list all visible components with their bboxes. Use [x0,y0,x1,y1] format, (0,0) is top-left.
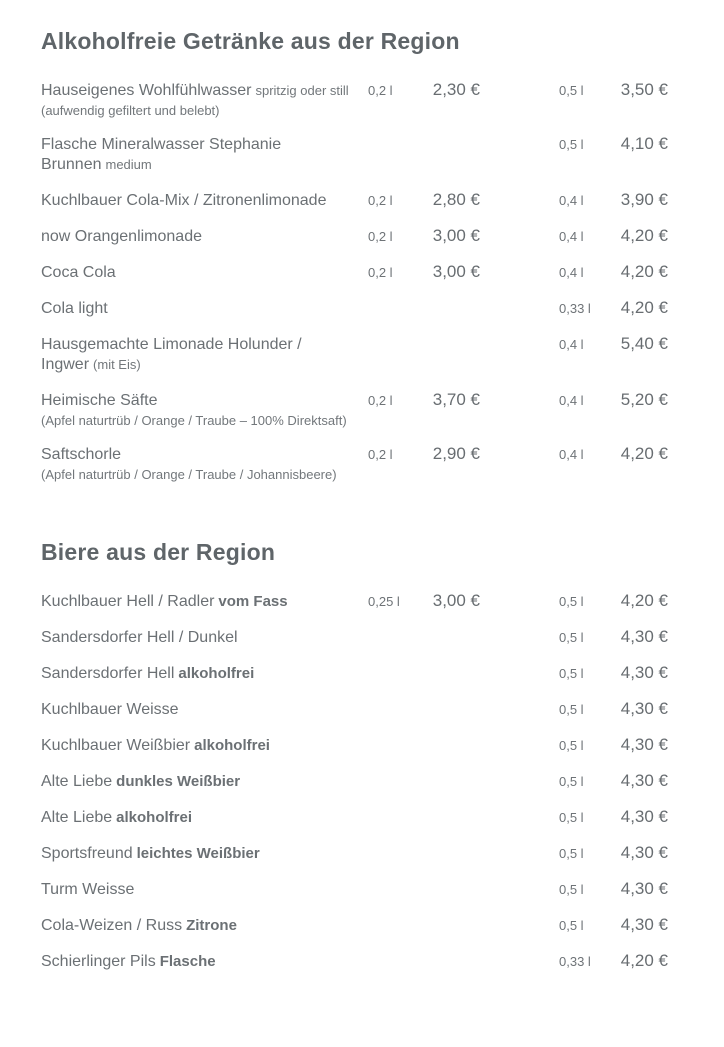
item-name-cell [41,808,368,828]
item-variant: Zitrone [186,917,237,934]
menu-item [41,262,668,283]
item-size-small: 0,2 l [368,193,393,208]
menu-item [41,915,668,936]
item-description: (Apfel naturtrüb / Orange / Traube / Johannisbeere) [41,467,337,482]
item-size-large: 0,5 l [559,702,584,717]
item-price-large: 4,30 € [620,843,668,862]
item-name: Sandersdorfer Hell [41,665,175,682]
item-name-cell [41,700,368,720]
item-price-large: 4,20 € [620,262,668,281]
item-price-large: 4,10 € [620,134,668,153]
item-name: Alte Liebe [41,773,113,790]
item-size-large: 0,4 l [559,447,584,462]
item-size-large: 0,5 l [559,83,584,98]
item-price-large: 4,30 € [620,915,668,934]
menu-item [41,951,668,972]
menu-item [41,444,668,483]
menu-item [41,390,668,429]
item-name: Sandersdorfer Hell / Dunkel [41,629,238,646]
item-name-cell [41,299,368,319]
item-price-large: 5,20 € [620,390,668,409]
menu-item [41,80,668,119]
item-size-large: 0,5 l [559,630,584,645]
item-variant: alkoholfrei [194,737,270,754]
item-size-large: 0,5 l [559,666,584,681]
item-name: Kuchlbauer Weisse [41,701,179,718]
item-name-cell [41,263,368,283]
item-name: Hauseigenes Wohlfühlwasser [41,82,252,99]
item-name-cell [41,335,368,375]
menu-item [41,843,668,864]
item-price-large: 4,30 € [620,699,668,718]
item-price-small: 3,00 € [432,262,480,281]
item-variant: vom Fass [218,593,288,610]
item-size-large: 0,5 l [559,918,584,933]
item-price-small: 2,90 € [432,444,480,463]
menu-item [41,591,668,612]
item-name-cell [41,952,368,972]
menu-item [41,735,668,756]
menu-item [41,663,668,684]
item-size-large: 0,4 l [559,337,584,352]
menu-item [41,879,668,900]
item-name: Turm Weisse [41,881,135,898]
item-name-cell [41,191,368,211]
menu-items [41,80,668,483]
item-name: Cola light [41,300,108,317]
item-name-cell [41,135,368,175]
item-size-small: 0,2 l [368,265,393,280]
item-price-large: 4,30 € [620,807,668,826]
item-price-small: 2,80 € [432,190,480,209]
item-name: Hausgemachte Limonade Holunder / Ingwer [41,336,302,373]
item-name-cell [41,592,368,612]
item-price-large: 4,20 € [620,591,668,610]
menu-item [41,771,668,792]
item-name-cell [41,227,368,247]
item-size-large: 0,4 l [559,229,584,244]
item-size-large: 0,4 l [559,265,584,280]
item-size-small: 0,25 l [368,594,400,609]
item-size-small: 0,2 l [368,229,393,244]
item-size-small: 0,2 l [368,83,393,98]
item-size-small: 0,2 l [368,447,393,462]
item-description: (Apfel naturtrüb / Orange / Traube – 100% Direktsaft) [41,413,347,428]
item-size-large: 0,5 l [559,774,584,789]
item-price-small: 3,70 € [432,390,480,409]
item-price-large: 4,30 € [620,771,668,790]
item-size-large: 0,4 l [559,393,584,408]
item-name: Kuchlbauer Cola-Mix / Zitronenlimonade [41,192,327,209]
item-price-large: 4,20 € [620,444,668,463]
menu-item [41,699,668,720]
item-size-large: 0,33 l [559,301,591,316]
item-size-large: 0,5 l [559,738,584,753]
item-variant: dunkles Weißbier [116,773,241,790]
item-price-large: 4,30 € [620,735,668,754]
item-price-large: 3,50 € [620,80,668,99]
menu-item [41,190,668,211]
item-name-cell [41,772,368,792]
item-name-cell [41,916,368,936]
menu-item [41,134,668,175]
item-price-large: 4,20 € [620,298,668,317]
item-name: Heimische Säfte [41,392,158,409]
item-price-large: 4,30 € [620,879,668,898]
item-price-large: 4,20 € [620,951,668,970]
menu-items [41,591,668,972]
item-variant: alkoholfrei [116,809,193,826]
menu-item [41,627,668,648]
item-size-large: 0,33 l [559,954,591,969]
item-name: Saftschorle [41,446,122,463]
item-size-large: 0,5 l [559,846,584,861]
item-name-cell [41,880,368,900]
item-price-large: 3,90 € [620,190,668,209]
item-price-large: 4,20 € [620,226,668,245]
item-name-cell [41,664,368,684]
item-name: now Orangenlimonade [41,228,202,245]
item-note: spritzig oder still [255,83,349,98]
item-variant: alkoholfrei [178,665,255,682]
menu-section [41,27,668,483]
item-description: (aufwendig gefiltert und belebt) [41,103,220,118]
item-variant: Flasche [159,953,216,970]
menu-section [41,538,668,972]
item-name: Schierlinger Pils [41,953,156,970]
item-name: Flasche Mineralwasser Stephanie Brunnen [41,136,282,173]
item-size-large: 0,4 l [559,193,584,208]
menu-item [41,298,668,319]
item-name: Sportsfreund [41,845,133,862]
menu-item [41,807,668,828]
item-name-cell [41,628,368,648]
item-price-small: 3,00 € [432,226,480,245]
item-price-large: 5,40 € [620,334,668,353]
item-variant: leichtes Weißbier [136,845,260,862]
item-name: Alte Liebe [41,809,113,826]
item-price-large: 4,30 € [620,663,668,682]
item-size-large: 0,5 l [559,882,584,897]
section-title: Biere aus der Region [41,539,276,565]
item-name-cell [41,844,368,864]
item-note: medium [105,157,152,172]
item-name-cell [41,736,368,756]
item-note: (mit Eis) [93,357,141,372]
item-name-cell [41,391,368,429]
item-size-small: 0,2 l [368,393,393,408]
item-name: Kuchlbauer Weißbier [41,737,191,754]
item-size-large: 0,5 l [559,137,584,152]
item-name: Kuchlbauer Hell / Radler [41,593,215,610]
item-size-large: 0,5 l [559,594,584,609]
item-price-large: 4,30 € [620,627,668,646]
menu-item [41,226,668,247]
item-name-cell [41,81,368,119]
menu-item [41,334,668,375]
item-name: Coca Cola [41,264,116,281]
section-title: Alkoholfreie Getränke aus der Region [41,28,460,54]
item-name-cell [41,445,368,483]
item-price-small: 3,00 € [432,591,480,610]
item-name: Cola-Weizen / Russ [41,917,183,934]
item-size-large: 0,5 l [559,810,584,825]
item-price-small: 2,30 € [432,80,480,99]
